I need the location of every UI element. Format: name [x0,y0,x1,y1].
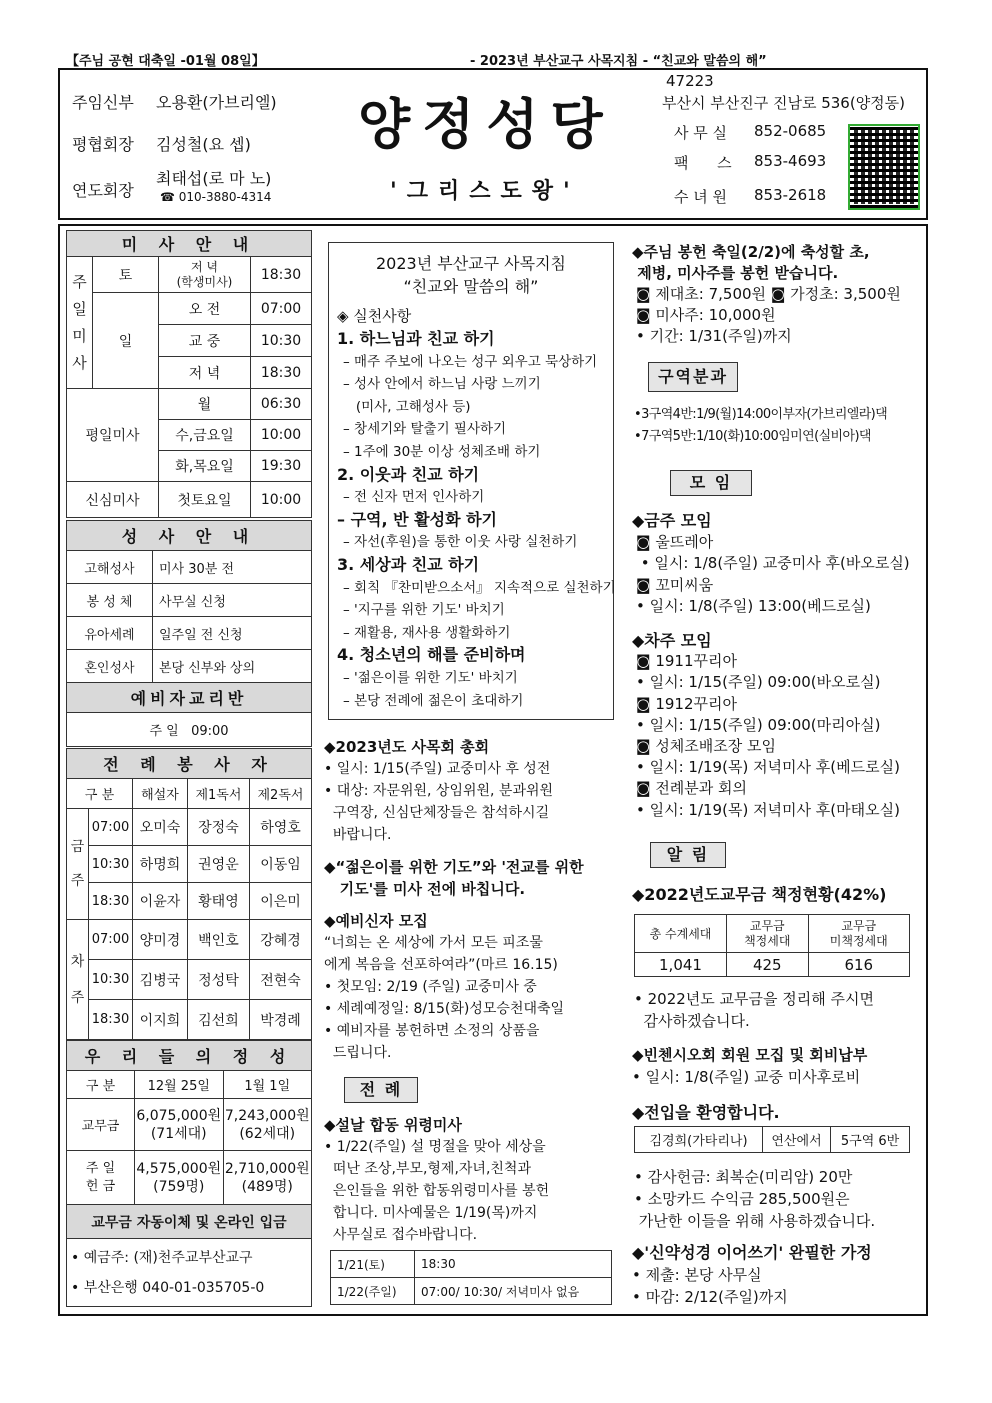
tithe-table [634,914,910,977]
catechumen-title: 예비자교리반 [67,683,312,713]
guide-list [337,328,616,712]
server-name: 백인호 [187,920,249,960]
donation-line: • 감사헌금: 최복순(미리암) 20만 [634,1168,853,1186]
guide-subtitle: “친교와 말씀의 해” [403,277,539,296]
this-week-title: ◆금주 모임 [632,511,712,530]
server-name: 정성탁 [187,960,249,1000]
server-name: 김병국 [133,960,188,1000]
recruit-line: • 예비자를 봉헌하면 소정의 상품을 [324,1023,540,1039]
guide-item: – 본당 전례에 젊은이 초대하기 [343,692,524,709]
next-week-line: ◙ 성체조배조장 모임 [636,737,777,756]
next-week-meetings [632,630,924,821]
guide-item: – '젊은이를 위한 기도' 바치기 [343,669,518,686]
offering-label: 주 일 헌 금 [67,1151,135,1205]
pastor-name: 오용환(가브리엘) [156,93,277,112]
weekday-slot-time: 06:30 [251,389,312,420]
guide-heading: 3. 세상과 친교 하기 [337,554,480,574]
server-name: 강혜경 [249,920,311,960]
issue-date: 【주님 공현 대축일 -01월 08일】 [66,54,265,69]
prayer-line: ◆“젊은이를 위한 기도”와 '전교를 위한 [324,858,584,876]
guide-item: – 성사 안에서 하느님 사랑 느끼기 [343,376,541,393]
newyear-title: ◆설날 합동 위령미사 [324,1116,462,1134]
server-time: 07:00 [89,809,133,846]
server-name: 하영호 [249,809,311,846]
account-holder: • 예금주: (재)천주교부산교구 [71,1249,253,1266]
next-week-line: • 일시: 1/19(목) 저녁미사 후(마태오실) [636,800,900,819]
masthead [58,68,928,220]
next-week-line: • 일시: 1/15(주일) 09:00(마리아실) [636,715,881,734]
server-name: 이윤자 [133,883,188,920]
servers-header: 제2독서 [249,779,311,809]
tithe-header: 교무금 미책정세대 [808,915,909,953]
meeting-line: • 대상: 자문위원, 상임위원, 분과위원 [324,783,554,799]
this-week-line: ◙ 꼬미씨움 [636,575,714,594]
next-week-line: ◙ 전례분과 회의 [636,779,748,798]
newyear-line: 사무실로 접수바랍니다. [324,1227,478,1243]
sunday-slot-label: 저 녁 [159,357,251,389]
liturgy-section-label: 전 례 [344,1077,418,1103]
vincent-society [632,1044,924,1088]
candle-item: ◙ 미사주: 10,000원 [636,306,776,324]
district-line: •3구역4반:1/9(월)14:00이부자(가브리엘라)댁 [634,407,888,422]
sacrament-label: 고해성사 [67,551,153,584]
next-week-label: 차 주 [67,920,89,1040]
council-name: 김성철(요 셉) [156,135,251,154]
meeting-line: 바랍니다. [324,827,392,843]
convent-label: 수 녀 원 [674,188,728,206]
pastor-label: 주임신부 [72,93,134,112]
lunar-newyear-mass [324,1114,614,1246]
weekday-slot-time: 19:30 [251,451,312,482]
donation-line: • 소망카드 수익금 285,500원은 [634,1190,850,1208]
tithe-header: 교무금 책정세대 [727,915,809,953]
servers-title: 전 례 봉 사 자 [67,749,312,779]
diocese-motto: - 2023년 부산교구 사목지침 - “친교와 말씀의 해” [470,54,767,69]
vincent-title: ◆빈첸시오회 회원 모집 및 회비납부 [632,1046,868,1064]
meeting-section-label: 모 임 [670,470,752,496]
candle-item: • 기간: 1/31(주일)까지 [636,327,792,345]
server-time: 10:30 [89,846,133,883]
bible-title: ◆'신약성경 이어쓰기' 완필한 가정 [632,1243,872,1262]
sunday-mass-label: 주 일 미 사 [67,257,93,389]
saturday-label: 토 [93,257,159,293]
guide-item: – 창세기와 탈출기 필사하기 [343,421,507,438]
recruit-line: • 첫모임: 2/19 (주일) 교중미사 중 [324,979,537,995]
sunday-slot-time: 07:00 [251,293,312,325]
server-name: 양미경 [133,920,188,960]
bible-line: • 마감: 2/12(주일)까지 [632,1288,788,1306]
recruit-line: 에게 복음을 선포하여라”(마르 16.15) [324,957,558,973]
sacrament-value: 사무실 신청 [153,584,312,617]
tithe-value: 616 [808,953,909,977]
server-name: 오미숙 [133,809,188,846]
district-meetings [634,404,926,448]
donation-line: 가난한 이들을 위해 사용하겠습니다. [634,1212,876,1230]
this-week-line: • 일시: 1/8(주일) 교중미사 후(바오로실) [636,554,910,572]
vincent-line: • 일시: 1/8(주일) 교중 미사후로비 [632,1068,861,1086]
guide-heading: – 구역, 반 활성화 하기 [337,509,498,529]
offering-label: 교무금 [67,1099,135,1151]
tithe-value: 1,041 [635,953,727,977]
newyear-line: 합니다. 미사예물은 1/19(목)까지 [324,1205,538,1221]
guide-title: 2023년 부산교구 사목지침 [376,254,566,273]
candle-item: ◙ 제대초: 7,500원 ◙ 가정초: 3,500원 [636,285,901,303]
issue-header [60,48,930,70]
offering-title: 우 리 들 의 정 성 [67,1041,312,1071]
welcome-name: 김경희(가타리나) [635,1127,763,1153]
devotion-time: 10:00 [251,482,312,518]
sacraments-title: 성 사 안 내 [67,521,312,551]
offering-table [66,1040,312,1307]
office-phone: 852-0685 [754,122,827,140]
sacraments-table [66,520,312,747]
bank-account: • 부산은행 040-01-035705-0 [71,1279,265,1296]
offering-amount: 6,075,000원 (71세대) [135,1099,224,1151]
mass-title: 미 사 안 내 [67,231,312,257]
meeting-line: 구역장, 신심단체장들은 참석하시길 [324,805,550,821]
sacrament-label: 유아세례 [67,617,153,650]
donations [634,1166,926,1232]
server-name: 이은미 [249,883,311,920]
candle-line: 제병, 미사주를 봉헌 받습니다. [632,264,839,282]
qr-code-icon[interactable] [848,124,920,210]
offering-header: 12월 25일 [135,1071,224,1099]
this-week-line: ◙ 울뜨레아 [636,532,714,551]
next-week-line: ◙ 1911꾸리아 [636,652,737,671]
guide-item: (미사, 고해성사 등) [343,398,471,415]
notice-section-label: 알 림 [650,842,726,868]
next-week-line: • 일시: 1/15(주일) 09:00(바오로실) [636,673,881,692]
saturday-time: 18:30 [251,257,312,293]
offering-header: 1월 1일 [223,1071,312,1099]
weekday-slot-label: 수,금요일 [159,420,251,451]
guide-item: – 매주 주보에 나오는 성구 외우고 묵상하기 [343,353,598,370]
recruit-line: 드립니다. [324,1045,392,1061]
candle-offering [632,242,924,347]
newyear-date: 1/22(주일) [331,1278,415,1305]
meeting-line: • 일시: 1/15(주일) 교중미사 후 성전 [324,761,551,777]
youth-phone: ☎ 010-3880-4314 [160,190,272,204]
server-time: 18:30 [89,1000,133,1040]
fax-label: 팩 스 [674,154,732,172]
weekday-slot-label: 월 [159,389,251,420]
servers-header: 구 분 [67,779,133,809]
youth-name: 최태섭(로 마 노) [156,169,272,188]
tithe-notes [634,988,926,1032]
tithe-header: 총 수계세대 [635,915,727,953]
sunday-label: 일 [93,293,159,389]
postcode: 47223 [666,72,714,90]
server-name: 전현숙 [249,960,311,1000]
convent-phone: 853-2618 [754,186,827,204]
offering-amount: 7,243,000원 (62세대) [223,1099,312,1151]
church-name: 양정성당 [358,92,615,156]
tithe-title: ◆2022년도교무금 책정현황(42%) [632,885,887,904]
newyear-line: 떠난 조상,부모,형제,자녀,친척과 [324,1161,531,1177]
guide-item: – 회칙 『찬미받으소서』 지속적으로 실천하기 [343,579,616,596]
saturday-time-label: 저 녁 (학생미사) [159,257,251,293]
fax-number: 853-4693 [754,152,827,170]
bible-transcription [632,1242,924,1308]
weekday-slot-label: 화,목요일 [159,451,251,482]
newyear-line: 은인들을 위한 합동위령미사를 봉헌 [324,1183,550,1199]
newyear-time: 07:00/ 10:30/ 저녁미사 없음 [415,1278,612,1305]
newyear-date: 1/21(토) [331,1251,415,1278]
welcome-district: 5구역 6반 [831,1127,910,1153]
server-name: 권영운 [187,846,249,883]
sacrament-value: 본당 신부와 상의 [153,650,312,683]
this-week-line: • 일시: 1/8(주일) 13:00(베드로실) [636,597,871,615]
welcome-title: ◆전입을 환영합니다. [632,1103,780,1122]
liturgy-servers-table [66,748,312,1040]
server-name: 장정숙 [187,809,249,846]
next-week-line: ◙ 1912꾸리아 [636,694,737,713]
tithe-value: 425 [727,953,809,977]
next-week-line: • 일시: 1/19(목) 저녁미사 후(베드로실) [636,758,900,777]
newyear-schedule-table [330,1250,612,1305]
tithe-note: 감사하겠습니다. [634,1012,750,1030]
server-name: 김선희 [187,1000,249,1040]
server-name: 하명희 [133,846,188,883]
mass-schedule-table [66,230,312,518]
recruit-line: “너희는 온 세상에 가서 모든 피조물 [324,935,543,951]
guide-item: – '지구를 위한 기도' 바치기 [343,602,505,619]
pastoral-guide-box [328,242,614,720]
guide-item: – 1주에 30분 이상 성체조배 하기 [343,443,541,460]
catechumen-recruit [324,910,614,1064]
this-week-meetings [632,510,924,618]
servers-header: 제1독서 [187,779,249,809]
district-line: •7구역5반:1/10(화)10:00임미연(실비아)댁 [634,429,871,444]
sunday-slot-time: 18:30 [251,357,312,389]
prayer-line: 기도'를 미사 전에 바칩니다. [324,880,526,898]
newyear-time: 18:30 [415,1251,612,1278]
offering-header: 구 분 [67,1071,135,1099]
server-time: 18:30 [89,883,133,920]
youth-label: 연도회장 [72,181,134,200]
welcome-from: 연산에서 [763,1127,831,1153]
guide-item: – 전 신자 먼저 인사하기 [343,489,485,506]
server-name: 박경례 [249,1000,311,1040]
guide-heading: 2. 이웃과 친교 하기 [337,464,480,484]
council-label: 평협회장 [72,135,134,154]
next-week-title: ◆차주 모임 [632,631,712,650]
newyear-line: • 1/22(주일) 설 명절을 맞아 세상을 [324,1139,546,1155]
offering-amount: 4,575,000원 (759명) [135,1151,224,1205]
bible-line: • 제출: 본당 사무실 [632,1266,762,1284]
catechumen-time: 주 일 09:00 [67,713,312,747]
tithe-note: • 2022년도 교무금을 정리해 주시면 [634,990,874,1008]
weekday-mass-label: 평일미사 [67,389,159,482]
practice-heading: ◈ 실천사항 [337,307,412,325]
devotion-mass-label: 신심미사 [67,482,159,518]
weekday-slot-time: 10:00 [251,420,312,451]
sacrament-value: 일주일 전 신청 [153,617,312,650]
prayer-notice [324,856,614,900]
sacrament-label: 혼인성사 [67,650,153,683]
server-time: 10:30 [89,960,133,1000]
guide-heading: 4. 청소년의 해를 준비하며 [337,645,526,665]
this-week-label: 금 주 [67,809,89,920]
guide-heading: 1. 하느님과 친교 하기 [337,329,495,348]
sacrament-label: 봉 성 체 [67,584,153,617]
server-name: 이동임 [249,846,311,883]
server-name: 이지희 [133,1000,188,1040]
church-subtitle: '그리스도왕' [390,178,580,204]
server-name: 황태영 [187,883,249,920]
recruit-line: • 세례예정일: 8/15(화)성모승천대축일 [324,1001,565,1017]
office-label: 사 무 실 [674,124,728,142]
server-time: 07:00 [89,920,133,960]
guide-item: – 자선(후원)을 통한 이웃 사랑 실천하기 [343,534,578,551]
recruit-title: ◆예비신자 모집 [324,912,428,930]
sunday-slot-label: 교 중 [159,325,251,357]
general-meeting [324,736,614,846]
devotion-day: 첫토요일 [159,482,251,518]
candle-line: ◆주님 봉헌 축일(2/2)에 축성할 초, [632,243,870,261]
welcome-table [634,1126,910,1153]
guide-item: – 재활용, 재사용 생활화하기 [343,624,511,641]
servers-header: 해설자 [133,779,188,809]
sacrament-value: 미사 30분 전 [153,551,312,584]
district-section-label: 구역분과 [648,362,738,392]
offering-amount: 2,710,000원 (489명) [223,1151,312,1205]
sunday-slot-time: 10:30 [251,325,312,357]
sunday-slot-label: 오 전 [159,293,251,325]
address: 부산시 부산진구 진남로 536(양정동) [662,94,906,112]
auto-transfer-title: 교무금 자동이체 및 온라인 입금 [67,1205,312,1239]
meeting-title: ◆2023년도 사목회 총회 [324,738,490,756]
